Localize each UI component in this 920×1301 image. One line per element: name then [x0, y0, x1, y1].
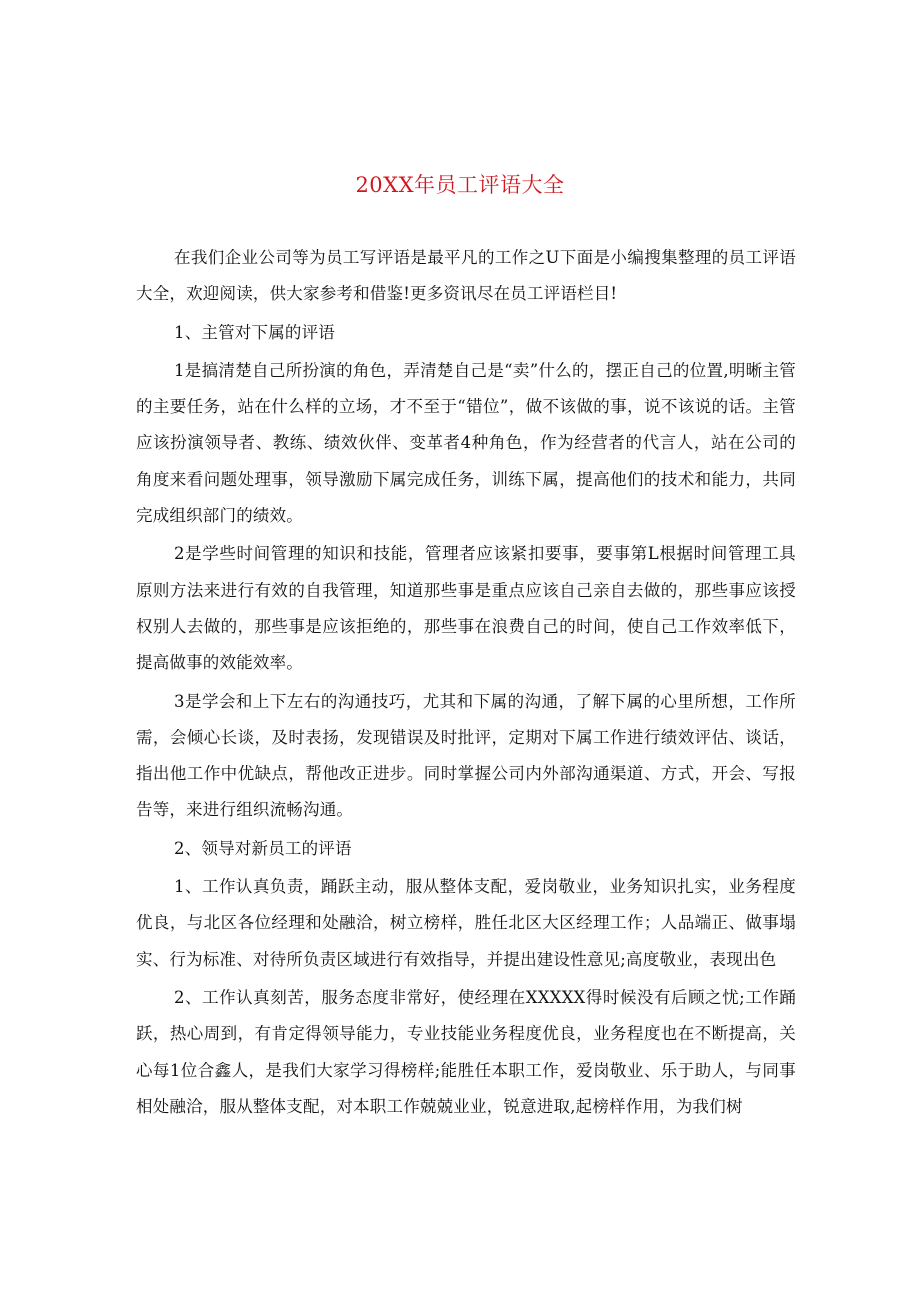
body-paragraph: 3是学会和上下左右的沟通技巧，尤其和下属的沟通，了解下属的心里所想，工作所需，会倾心长谈，及时表扬，发现错误及时批评，定期对下属工作进行绩效评估、谈话，指出他工作中优缺点，帮他改正进步。同时掌握公司内外部沟通渠道、方式，开会、写报告等，来进行组织流畅沟通。	[136, 691, 796, 820]
section-heading-1: 1、主管对下属的评语	[174, 322, 335, 342]
document-title: 20XX年员工评语大全	[355, 173, 565, 197]
intro-paragraph: 在我们企业公司等为员工写评语是最平凡的工作之U下面是小编搜集整理的员工评语大全，欢迎阅读，供大家参考和借鉴!更多资讯尽在员工评语栏目!	[136, 248, 796, 304]
body-paragraph: 2是学些时间管理的知识和技能，管理者应该紧扣要事，要事第L根据时间管理工具原则方法来进行有效的自我管理，知道那些事是重点应该自己亲自去做的，那些事应该授权别人去做的，那些事是应该拒绝的，那些事在浪费自己的时间，使自己工作效率低下，提高做事的效能效率。	[136, 544, 796, 673]
section-heading-2: 2、领导对新员工的评语	[174, 838, 352, 858]
body-paragraph: 2、工作认真刻苦，服务态度非常好，使经理在XXXXX得时候没有后顾之忧;工作踊跃，热心周到，有肯定得领导能力，专业技能业务程度优良，业务程度也在不断提高，关心每1位合鑫人，是我们大家学习得榜样;能胜任本职工作，爱岗敬业、乐于助人，与同事相处融洽，服从整体支配，对本职工作兢兢业业，锐意进取,起榜样作用，为我们树	[136, 987, 796, 1116]
body-paragraph: 1是搞清楚自己所扮演的角色，弄清楚自己是“卖”什么的，摆正自己的位置,明晰主管的主要任务，站在什么样的立场，才不至于“错位”，做不该做的事，说不该说的话。主管应该扮演领导者、教练、绩效伙伴、变革者4种角色，作为经营者的代言人，站在公司的角度来看问题处理事，领导激励下属完成任务，训练下属，提高他们的技术和能力，共同完成组织部门的绩效。	[136, 360, 796, 526]
body-paragraph: 1、工作认真负责，踊跃主动，服从整体支配，爱岗敬业，业务知识扎实，业务程度优良，与北区各位经理和处融洽，树立榜样，胜任北区大区经理工作；人品端正、做事塌实、行为标准、对待所负责区域进行有效指导，并提出建设性意见;高度敬业，表现出色	[136, 877, 796, 969]
document-body	[136, 240, 796, 1127]
